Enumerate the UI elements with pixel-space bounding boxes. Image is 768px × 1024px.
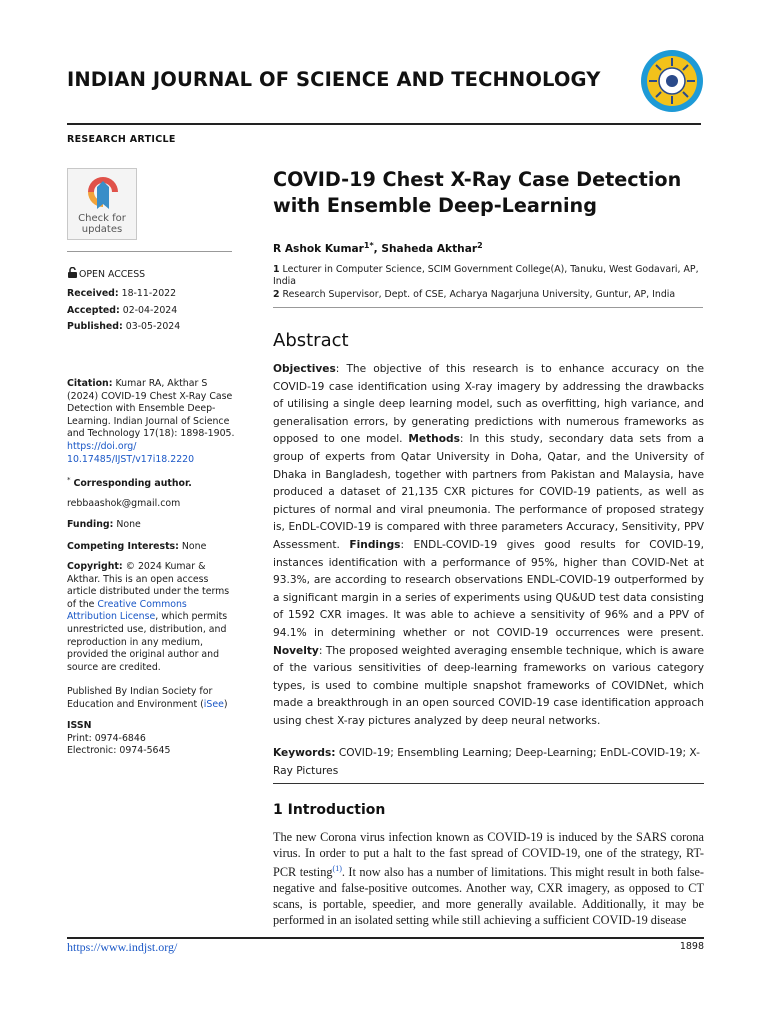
author-1: R Ashok Kumar bbox=[273, 243, 364, 255]
check-updates-icon bbox=[86, 175, 120, 211]
introduction-text-2: . It now also has a number of limitations. This might result in both false-negative and false-positive outcomes. Another way, CXR imagery, as opposed to CT scans, is portable, speedier, and more generally available. Additionally, it may be performed in an isolated setting while still achieving a sufficient COVID-19 disease bbox=[273, 865, 704, 927]
introduction-body bbox=[273, 829, 704, 928]
keywords-line bbox=[273, 745, 704, 780]
author-2-affil: 2 bbox=[477, 241, 483, 250]
author-1-mark: * bbox=[369, 241, 374, 250]
affiliation-2-num: 2 bbox=[273, 289, 280, 300]
footer-rule bbox=[67, 937, 704, 939]
open-access-label: OPEN ACCESS bbox=[79, 269, 146, 280]
citation-text: Kumar RA, Akthar S (2024) COVID-19 Chest X-Ray Case Detection with Ensemble Deep-Learning. Indian Journal of Science and Technology 17(18): 1898-1905. bbox=[67, 378, 235, 440]
open-lock-icon bbox=[67, 267, 79, 278]
keywords-rule bbox=[273, 783, 704, 784]
published-value: 03-05-2024 bbox=[125, 321, 181, 332]
affiliation-1-num: 1 bbox=[273, 264, 280, 275]
received-value: 18-11-2022 bbox=[121, 288, 177, 299]
objectives-label: Objectives bbox=[273, 363, 336, 375]
author-1-affil: 1 bbox=[363, 241, 370, 250]
findings-text: : ENDL-COVID-19 gives good results for COVID-19, instances identification with a performance of 95%, higher than COVID-Net at 93.3%, are according to research observations ENDL-COVID-19 outperformed by a significant margin in a series of experiments using QU&UD test data consisting of 1592 CXR images. It was able to achieve a sensitivity of 96% and a PPV of 94.1% in determining whether or not COVID-19 occurrences were present. bbox=[273, 538, 704, 639]
check-updates-line1: Check for bbox=[78, 213, 126, 224]
copyright-block bbox=[67, 561, 239, 674]
accepted-label: Accepted: bbox=[67, 305, 120, 316]
copyright-label: Copyright: bbox=[67, 561, 123, 572]
competing-label: Competing Interests: bbox=[67, 541, 179, 552]
author-line bbox=[273, 241, 483, 255]
affiliation-2-text: Research Supervisor, Dept. of CSE, Acharya Nagarjuna University, Guntur, AP, India bbox=[282, 289, 676, 300]
publisher-text: Published By Indian Society for Education and Environment ( bbox=[67, 686, 213, 710]
funding-value: None bbox=[116, 519, 141, 530]
published-label: Published: bbox=[67, 321, 123, 332]
received-label: Received: bbox=[67, 288, 119, 299]
novelty-text: : The proposed weighted averaging ensemble technique, which is aware of the various sensitivities of deep-learning frameworks on various category types, is used to combine multiple snapshot frameworks of COVIDNet, which made a breakthrough in an open sourced COVID-19 case identification approach using chest X-ray pictures analyzed by deep neural networks. bbox=[273, 644, 704, 727]
footer-url-link[interactable]: https://www.indjst.org/ bbox=[67, 940, 178, 954]
keywords-text: COVID-19; Ensembling Learning; Deep-Learning; EnDL-COVID-19; X-Ray Pictures bbox=[273, 747, 700, 777]
introduction-heading: 1 Introduction bbox=[273, 802, 386, 818]
affiliation-1 bbox=[273, 264, 701, 289]
reference-link[interactable]: (1) bbox=[332, 864, 342, 873]
header-rule bbox=[67, 123, 701, 125]
journal-logo bbox=[640, 49, 704, 113]
citation-block bbox=[67, 378, 239, 466]
corresponding-mark: * bbox=[67, 476, 71, 484]
funding-label: Funding: bbox=[67, 519, 114, 530]
page-number: 1898 bbox=[679, 941, 704, 952]
methods-label: Methods bbox=[408, 433, 460, 446]
abstract-heading: Abstract bbox=[273, 330, 349, 351]
funding-line bbox=[67, 519, 242, 532]
creative-commons-link[interactable]: Creative Commons Attribution License bbox=[67, 598, 187, 623]
affiliation-rule bbox=[273, 307, 703, 308]
copyright-text-1: © 2024 Kumar & Akthar. This is an open access article distributed under the terms of the bbox=[67, 561, 230, 610]
issn-label: ISSN bbox=[67, 720, 92, 731]
issn-electronic: Electronic: 0974-5645 bbox=[67, 745, 171, 757]
open-access-line bbox=[67, 267, 242, 282]
accepted-line bbox=[67, 305, 242, 318]
abstract-body bbox=[273, 361, 704, 730]
corresponding-email[interactable]: rebbaashok@gmail.com bbox=[67, 498, 181, 509]
author-2: Shaheda Akthar bbox=[381, 243, 478, 255]
issn-print: Print: 0974-6846 bbox=[67, 732, 146, 744]
article-type: RESEARCH ARTICLE bbox=[67, 134, 176, 145]
accepted-value: 02-04-2024 bbox=[122, 305, 178, 316]
findings-label: Findings bbox=[349, 538, 401, 551]
journal-title: INDIAN JOURNAL OF SCIENCE AND TECHNOLOGY bbox=[67, 68, 601, 91]
citation-label: Citation: bbox=[67, 378, 113, 389]
citation-doi-link[interactable]: https://doi.org/ 10.17485/IJST/v17i18.2220 bbox=[67, 440, 195, 465]
competing-interests-line bbox=[67, 541, 242, 554]
introduction-text-1: The new Corona virus infection known as COVID-19 is induced by the SARS corona virus. In order to put a halt to the fast spread of COVID-19, one of the strategy, RT-PCR testing bbox=[273, 830, 704, 879]
paper-title: COVID-19 Chest X-Ray Case Detection with Ensemble Deep-Learning bbox=[273, 168, 682, 217]
author-separator: , bbox=[373, 243, 382, 255]
published-line bbox=[67, 321, 242, 334]
check-updates-line2: updates bbox=[81, 224, 123, 235]
novelty-label: Novelty bbox=[273, 644, 319, 657]
corresponding-label: Corresponding author. bbox=[73, 478, 192, 490]
corresponding-author-line bbox=[67, 474, 242, 491]
affiliation-1-text: Lecturer in Computer Science, SCIM Government College(A), Tanuku, West Godavari, AP, India bbox=[273, 264, 699, 288]
competing-value: None bbox=[181, 541, 207, 552]
sidebar-rule bbox=[67, 251, 232, 252]
objectives-text: : The objective of this research is to enhance accuracy on the COVID-19 case identification using X-ray imagery by addressing the drawbacks of utilising a single deep learning model, such as overfitting, high variance, and generalisation errors, by generating predictions with numerous frameworks as opposed to one model. bbox=[273, 363, 704, 446]
publisher-close: ) bbox=[223, 698, 228, 710]
keywords-label: Keywords: bbox=[273, 747, 336, 759]
isee-link[interactable]: iSee bbox=[203, 698, 224, 710]
affiliation-2 bbox=[273, 289, 701, 301]
issn-block bbox=[67, 720, 242, 758]
publisher-block bbox=[67, 686, 239, 711]
check-for-updates-badge[interactable] bbox=[67, 168, 137, 240]
copyright-text-2: , which permits unrestricted use, distribution, and reproduction in any medium, provided the original author and source are credited. bbox=[67, 611, 228, 673]
received-line bbox=[67, 288, 242, 301]
methods-text: : In this study, secondary data sets from a group of experts from Qatar University in Doha, Qatar, and the University of Dhaka in Bangladesh, together with partners from Pakistan and Malaysia, have produced a dataset of 21,135 CXR pictures for COVID-19 patients, as well as pictures of normal and viral pneumonia. The performance of proposed strategy is, EnDL-COVID-19 is compared with three parameters Accuracy, Sensitivity, PPV Assessment. bbox=[273, 433, 704, 551]
